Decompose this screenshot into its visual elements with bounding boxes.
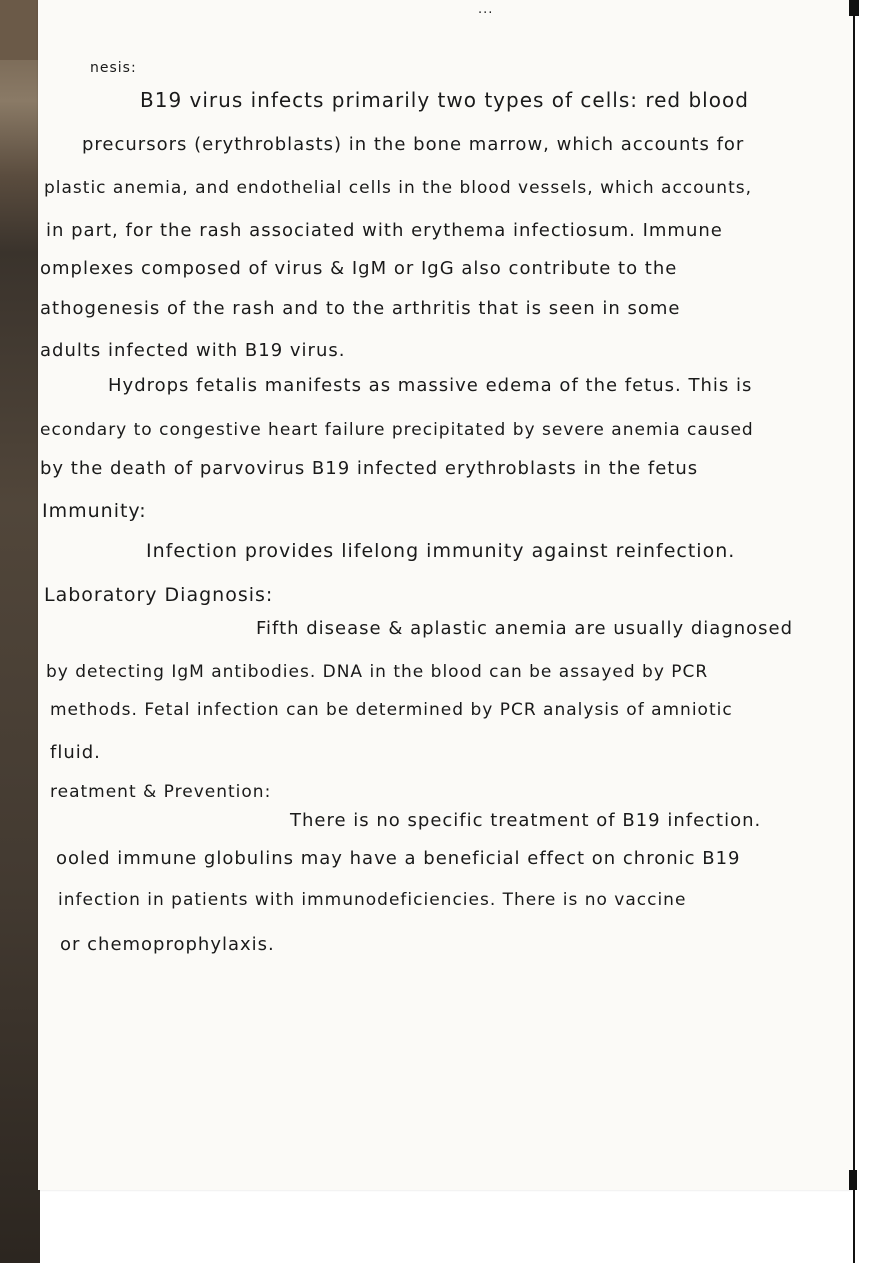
lab-line-4: fluid.	[50, 742, 101, 763]
lab-heading: Laboratory Diagnosis:	[44, 584, 274, 606]
immunity-heading: Immunity:	[42, 500, 147, 522]
treatment-heading: reatment & Prevention:	[50, 782, 272, 802]
page-header-text: ...	[478, 2, 494, 17]
para1-line-5: omplexes composed of virus & IgM or IgG also contribute to the	[40, 258, 678, 279]
para1-line-4: in part, for the rash associated with erythema infectiosum. Immune	[46, 220, 723, 241]
para2-line-3: by the death of parvovirus B19 infected erythroblasts in the fetus	[40, 458, 699, 479]
lab-line-3: methods. Fetal infection can be determined by PCR analysis of amniotic	[50, 700, 733, 720]
section-fragment: nesis:	[90, 60, 137, 76]
background-surface	[0, 0, 40, 1263]
para1-line-7: adults infected with B19 virus.	[40, 340, 346, 361]
page-right-edge	[853, 0, 893, 1263]
handwritten-page	[38, 0, 853, 1190]
para2-line-1: Hydrops fetalis manifests as massive edema of the fetus. This is	[108, 375, 753, 396]
para2-line-2: econdary to congestive heart failure precipitated by severe anemia caused	[40, 420, 754, 440]
para1-line-2: precursors (erythroblasts) in the bone marrow, which accounts for	[82, 134, 745, 155]
treatment-line-3: infection in patients with immunodeficiencies. There is no vaccine	[58, 890, 687, 910]
edge-mark-top	[849, 0, 859, 16]
lab-line-2: by detecting IgM antibodies. DNA in the blood can be assayed by PCR	[46, 662, 709, 682]
lab-line-1: Fifth disease & aplastic anemia are usually diagnosed	[256, 618, 794, 639]
para1-line-6: athogenesis of the rash and to the arthritis that is seen in some	[40, 298, 681, 319]
para1-line-3: plastic anemia, and endothelial cells in the blood vessels, which accounts,	[44, 178, 753, 198]
treatment-line-1: There is no specific treatment of B19 infection.	[290, 810, 762, 831]
immunity-text: Infection provides lifelong immunity against reinfection.	[146, 540, 736, 562]
treatment-line-4: or chemoprophylaxis.	[60, 934, 275, 955]
treatment-line-2: ooled immune globulins may have a beneficial effect on chronic B19	[56, 848, 741, 869]
para1-line-1: B19 virus infects primarily two types of cells: red blood	[140, 88, 749, 112]
edge-mark-bottom	[849, 1170, 857, 1190]
